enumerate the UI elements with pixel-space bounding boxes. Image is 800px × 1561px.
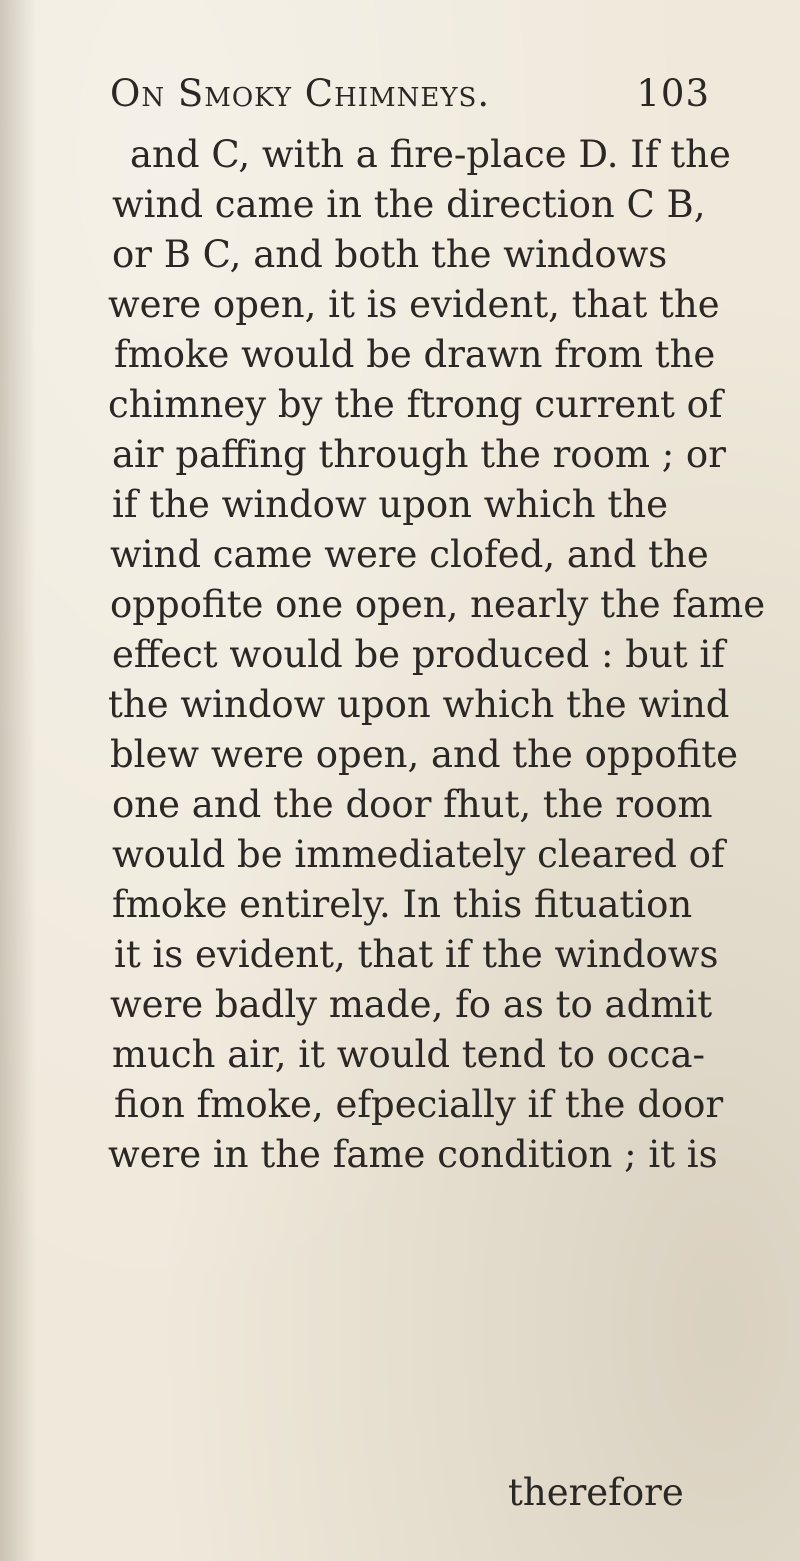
page-number: 103 [636,72,710,115]
text-line: were open, it is evident, that the [108,283,720,326]
text-line: fion fmoke, efpecially if the door [114,1083,724,1126]
text-line: blew were open, and the oppofite [110,733,739,776]
text-line: effect would be produced : but if [112,633,725,676]
text-line: oppofite one open, nearly the fame [110,583,766,626]
text-line: it is evident, that if the windows [114,933,719,976]
text-line: the window upon which the wind [108,683,730,726]
text-line: air paffing through the room ; or [112,433,726,476]
text-line: and C, with a fire-place D. If the [130,133,731,176]
text-line: much air, it would tend to occa- [112,1033,706,1076]
text-line: or B C, and both the windows [112,233,668,276]
text-line: if the window upon which the [112,483,668,526]
page-gutter-shadow [0,0,36,1561]
running-head-title: On Smoky Chimneys. [110,72,491,115]
text-line: were in the fame condition ; it is [108,1133,718,1176]
text-line: fmoke entirely. In this fituation [112,883,693,926]
text-line: wind came in the direction C B, [112,183,706,226]
catchword: therefore [508,1471,684,1514]
text-line: wind came were clofed, and the [110,533,709,576]
text-line: would be immediately cleared of [112,833,725,876]
text-line: chimney by the ftrong current of [108,383,723,426]
running-head [110,72,710,122]
text-line: were badly made, fo as to admit [110,983,713,1026]
text-line: fmoke would be drawn from the [114,333,716,376]
text-line: one and the door fhut, the room [112,783,713,826]
